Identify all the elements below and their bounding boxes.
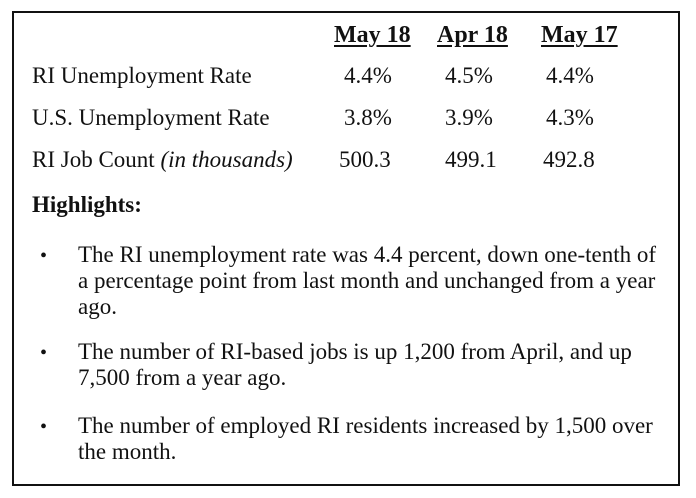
ri-job-count-may-18: 500.3 [339, 147, 391, 172]
highlight-item-1: The RI unemployment rate was 4.4 percent, down one-tenth of a percentage point from last month and unchanged from a year ago. [78, 242, 657, 319]
bullet-1: • [40, 245, 48, 267]
bullet-3: • [40, 416, 48, 438]
highlight-item-2: The number of RI-based jobs is up 1,200 from April, and up 7,500 from a year ago. [78, 339, 632, 390]
ri-job-count-may-17: 492.8 [543, 147, 595, 172]
units-note: (in thousands) [160, 147, 293, 172]
us-unemployment-apr-18: 3.9% [445, 105, 493, 130]
highlight-item-3: The number of employed RI residents increased by 1,500 over the month. [78, 413, 653, 464]
row-label-ri-job-count: RI Job Count (in thousands) [32, 147, 293, 172]
ri-job-count-apr-18: 499.1 [445, 147, 497, 172]
ri-unemployment-apr-18: 4.5% [445, 63, 493, 88]
us-unemployment-may-18: 3.8% [344, 105, 392, 130]
column-header-may-17: May 17 [541, 22, 618, 48]
ri-unemployment-may-18: 4.4% [344, 63, 392, 88]
row-label-ri-unemployment: RI Unemployment Rate [32, 63, 252, 88]
row-label-us-unemployment: U.S. Unemployment Rate [32, 105, 270, 130]
us-unemployment-may-17: 4.3% [546, 105, 594, 130]
highlights-heading: Highlights: [32, 192, 142, 217]
bullet-2: • [40, 342, 48, 364]
column-header-may-18: May 18 [334, 22, 411, 48]
column-header-apr-18: Apr 18 [437, 22, 508, 48]
ri-unemployment-may-17: 4.4% [546, 63, 594, 88]
summary-box [12, 11, 680, 486]
